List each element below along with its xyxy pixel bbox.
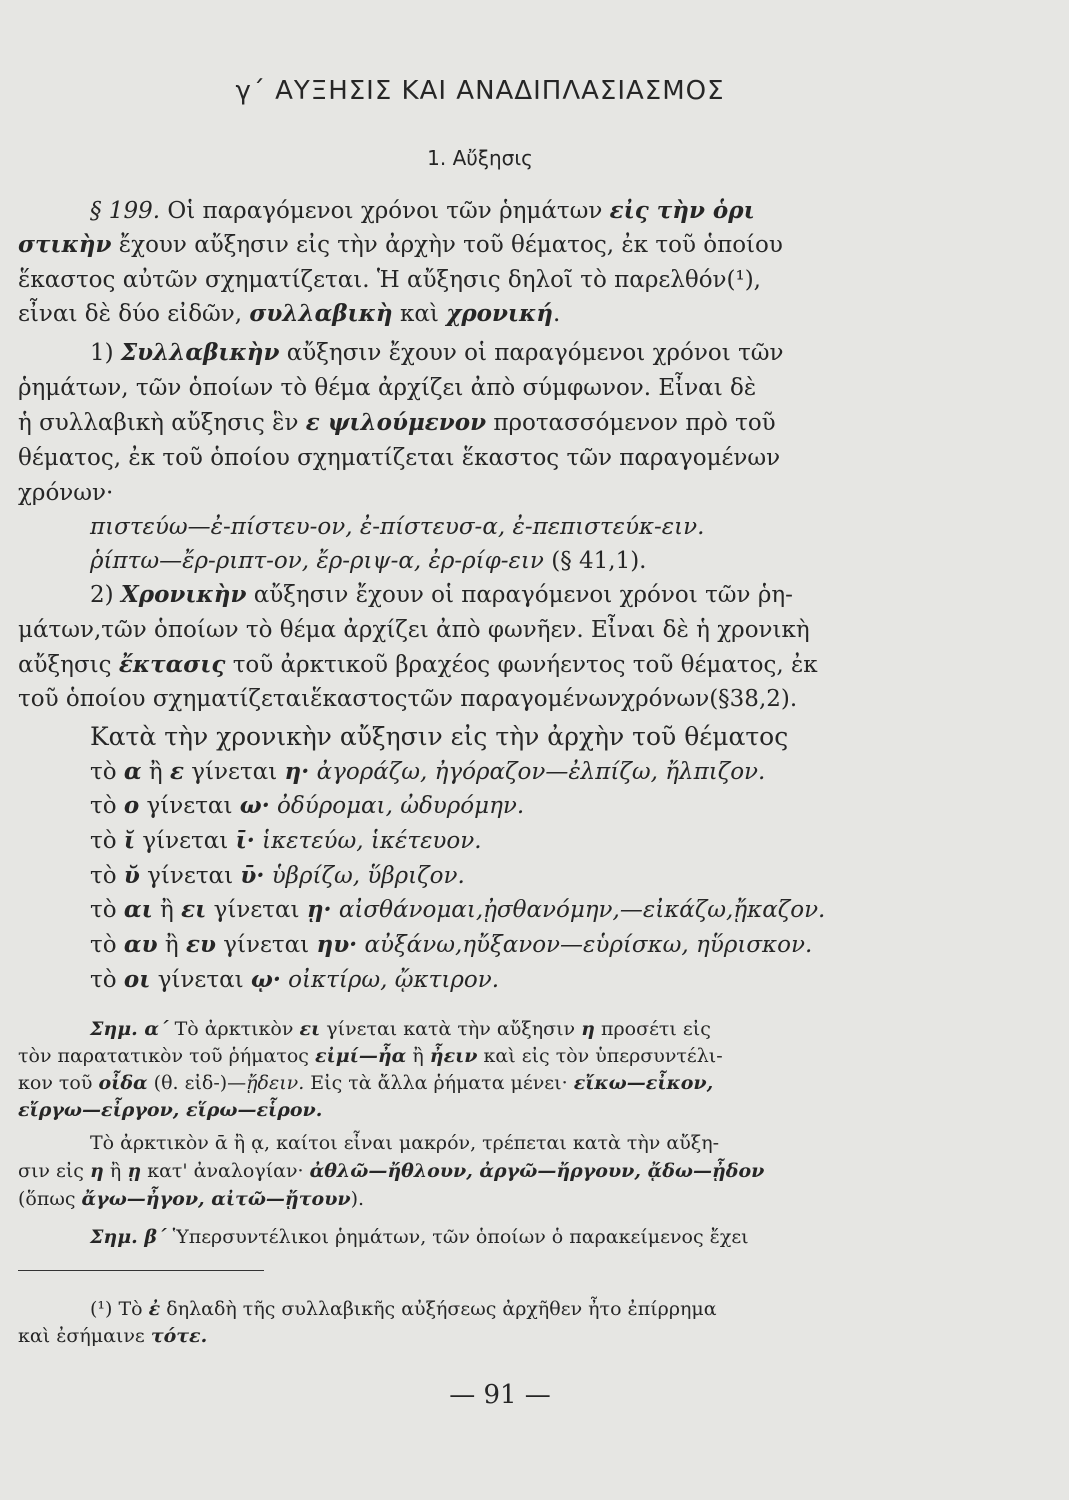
rule-v1: αι <box>123 896 153 923</box>
rule-ex: οἰκτίρω, ᾤκτιρον. <box>288 967 500 993</box>
chapter-heading: γ΄ ΑΥΞΗΣΙΣ ΚΑΙ ΑΝΑΔΙΠΛΑΣΙΑΣΜΟΣ <box>235 76 725 106</box>
rule-v1: οι <box>123 966 151 993</box>
example-pisteuo: πιστεύω—ἐ-πίστευ-ον, ἐ-πίστευσ-α, ἐ-πεπιστεύκ-ειν. <box>90 514 705 540</box>
syllabic-line-1: 1) Συλλαβικὴν αὔξησιν ἔχουν οἱ παραγόμενοι χρόνοι τῶν <box>90 339 784 366</box>
rule-pre: τὸ <box>90 897 117 923</box>
rule-becomes: γίνεται <box>142 828 229 854</box>
augment-rule-line <box>90 861 465 891</box>
rule-ex: ἀγοράζω, ἠγόραζον—ἐλπίζω, ἤλπιζον. <box>316 759 766 785</box>
rule-pre: τὸ <box>90 863 117 889</box>
augment-rule-line <box>90 791 524 821</box>
temporal-line-5: Κατὰ τὴν χρονικὴν αὔξησιν εἰς τὴν ἀρχὴν τοῦ θέματος <box>90 722 789 751</box>
rule-pre: τὸ <box>90 828 117 854</box>
syllabic-line-5: χρόνων· <box>18 480 114 506</box>
section-number: § 199. <box>90 198 161 224</box>
para-199-line-1: § 199. Οἱ παραγόμενοι χρόνοι τῶν ῥημάτων εἰς τὴν ὁρι <box>90 197 755 224</box>
rule-v1: ῐ <box>123 827 136 854</box>
rule-v2: ευ <box>185 931 216 958</box>
rule-ex: αὐξάνω,ηὔξανον—εὑρίσκω, ηὕρισκον. <box>364 932 813 958</box>
rule-pre: τὸ <box>90 932 117 958</box>
rule-ex: ὑβρίζω, ὕβριζον. <box>271 863 465 889</box>
syllabic-line-2: ῥημάτων, τῶν ὁποίων τὸ θέμα ἀρχίζει ἀπὸ σύμφωνον. Εἶναι δὲ <box>18 375 757 401</box>
rule-mid: ἢ <box>148 759 163 785</box>
rule-pre: τὸ <box>90 967 117 993</box>
note-a-line-4: εἴργω—εἶργον, εἵρω—εἷρον. <box>18 1099 323 1121</box>
augment-rule-line <box>90 895 825 925</box>
rule-becomes: γίνεται <box>147 863 234 889</box>
note-a2-line-1: Τὸ ἀρκτικὸν ᾱ ἢ ᾳ, καίτοι εἶναι μακρόν, τρέπεται κατὰ τὴν αὔξη- <box>90 1132 720 1154</box>
augment-rule-line <box>90 965 499 995</box>
example-ripto: ῥίπτω—ἔρ-ριπτ-ον, ἔρ-ριψ-α, ἐρ-ρίφ-ειν (§ 41,1). <box>90 548 647 574</box>
rule-becomes: γίνεται <box>213 897 300 923</box>
rule-res: ῳ· <box>250 966 281 993</box>
rule-res: ηυ· <box>316 931 358 958</box>
syllabic-line-3: ἡ συλλαβικὴ αὔξησις ἓν ε ψιλούμενον προτασσόμενον πρὸ τοῦ <box>18 409 776 436</box>
temporal-line-3: αὔξησις ἔκτασις τοῦ ἀρκτικοῦ βραχέος φωνήεντος τοῦ θέματος, ἐκ <box>18 651 818 678</box>
note-b-line-1: Σημ. β΄ Ὑπερσυντέλικοι ῥημάτων, τῶν ὁποίων ὁ παρακείμενος ἔχει <box>90 1226 749 1248</box>
rule-pre: τὸ <box>90 759 117 785</box>
para-199-line-4: εἶναι δὲ δύο εἰδῶν, συλλαβικὴ καὶ χρονική. <box>18 300 561 327</box>
rule-v1: α <box>123 758 142 785</box>
rule-becomes: γίνεται <box>146 793 233 819</box>
rule-res: ῡ· <box>240 862 265 889</box>
para-199-line-3: ἕκαστος αὐτῶν σχηματίζεται. Ἡ αὔξησις δηλοῖ τὸ παρελθόν(¹), <box>18 267 761 293</box>
rule-v1: ῠ <box>123 862 140 889</box>
syllabic-line-4: θέματος, ἐκ τοῦ ὁποίου σχηματίζεται ἕκαστος τῶν παραγομένων <box>18 445 781 471</box>
rule-res: η· <box>284 758 310 785</box>
footnote-divider <box>18 1270 264 1271</box>
footnote-line-1: (¹) Τὸ ἐ δηλαδὴ τῆς συλλαβικῆς αὐξήσεως ἀρχῆθεν ἦτο ἐπίρρημα <box>90 1298 717 1320</box>
augment-rule-line <box>90 930 812 960</box>
note-a-line-3: κον τοῦ οἶδα (θ. εἰδ-)—ᾔδειν. Εἰς τὰ ἄλλα ῥήματα μένει· εἴκω—εἶκον, <box>18 1072 714 1094</box>
rule-becomes: γίνεται <box>157 967 244 993</box>
rule-pre: τὸ <box>90 793 117 819</box>
section-subheading: 1. Αὔξησις <box>427 146 533 170</box>
augment-rule-line <box>90 826 482 856</box>
para-199-line-2: στικὴν ἔχουν αὔξησιν εἰς τὴν ἀρχὴν τοῦ θέματος, ἐκ τοῦ ὁποίου <box>18 231 783 258</box>
rule-v2: ει <box>181 896 207 923</box>
rule-ex: ἱκετεύω, ἱκέτευον. <box>262 828 482 854</box>
rule-ex: ὀδύρομαι, ὠδυρόμην. <box>277 793 525 819</box>
rule-becomes: γίνεται <box>223 932 310 958</box>
page-number: — 91 — <box>449 1380 551 1410</box>
rule-v1: ο <box>123 792 140 819</box>
note-a2-line-2: σιν εἰς η ἢ ῃ κατ' ἀναλογίαν· ἀθλῶ—ἤθλουν, ἀργῶ—ἤργουν, ᾄδω—ᾖδον <box>18 1160 765 1182</box>
rule-mid: ἢ <box>160 897 174 923</box>
temporal-line-2: μάτων,τῶν ὁποίων τὸ θέμα ἀρχίζει ἀπὸ φωνῆεν. Εἶναι δὲ ἡ χρονικὴ <box>18 617 810 643</box>
temporal-line-4: τοῦ ὁποίου σχηματίζεταιἕκαστοςτῶν παραγομένωνχρόνων(§38,2). <box>18 686 798 712</box>
rule-mid: ἢ <box>164 932 179 958</box>
rule-v1: αυ <box>123 931 158 958</box>
rule-ex: αἰσθάνομαι,ᾐσθανόμην,—εἰκάζω,ᾔκαζον. <box>338 897 826 923</box>
temporal-line-1: 2) Χρονικὴν αὔξησιν ἔχουν οἱ παραγόμενοι χρόνοι τῶν ῥη- <box>90 581 793 608</box>
rule-res: ῑ· <box>235 827 255 854</box>
note-a-line-2: τὸν παρατατικὸν τοῦ ῥήματος εἰμί—ἦα ἢ ἦειν καὶ εἰς τὸν ὑπερσυντέλι- <box>18 1045 723 1067</box>
rule-res: ῃ· <box>306 896 332 923</box>
note-a2-line-3: (ὅπως ἄγω—ἦγον, αἰτῶ—ᾔτουν). <box>18 1188 365 1210</box>
rule-v2: ε <box>170 758 184 785</box>
augment-rule-line <box>90 757 765 787</box>
rule-res: ω· <box>239 792 270 819</box>
note-a-line-1: Σημ. α΄ Τὸ ἀρκτικὸν ει γίνεται κατὰ τὴν αὔξησιν η προσέτι εἰς <box>90 1018 711 1040</box>
footnote-line-2: καὶ ἐσήμαινε τότε. <box>18 1325 208 1347</box>
rule-becomes: γίνεται <box>191 759 278 785</box>
